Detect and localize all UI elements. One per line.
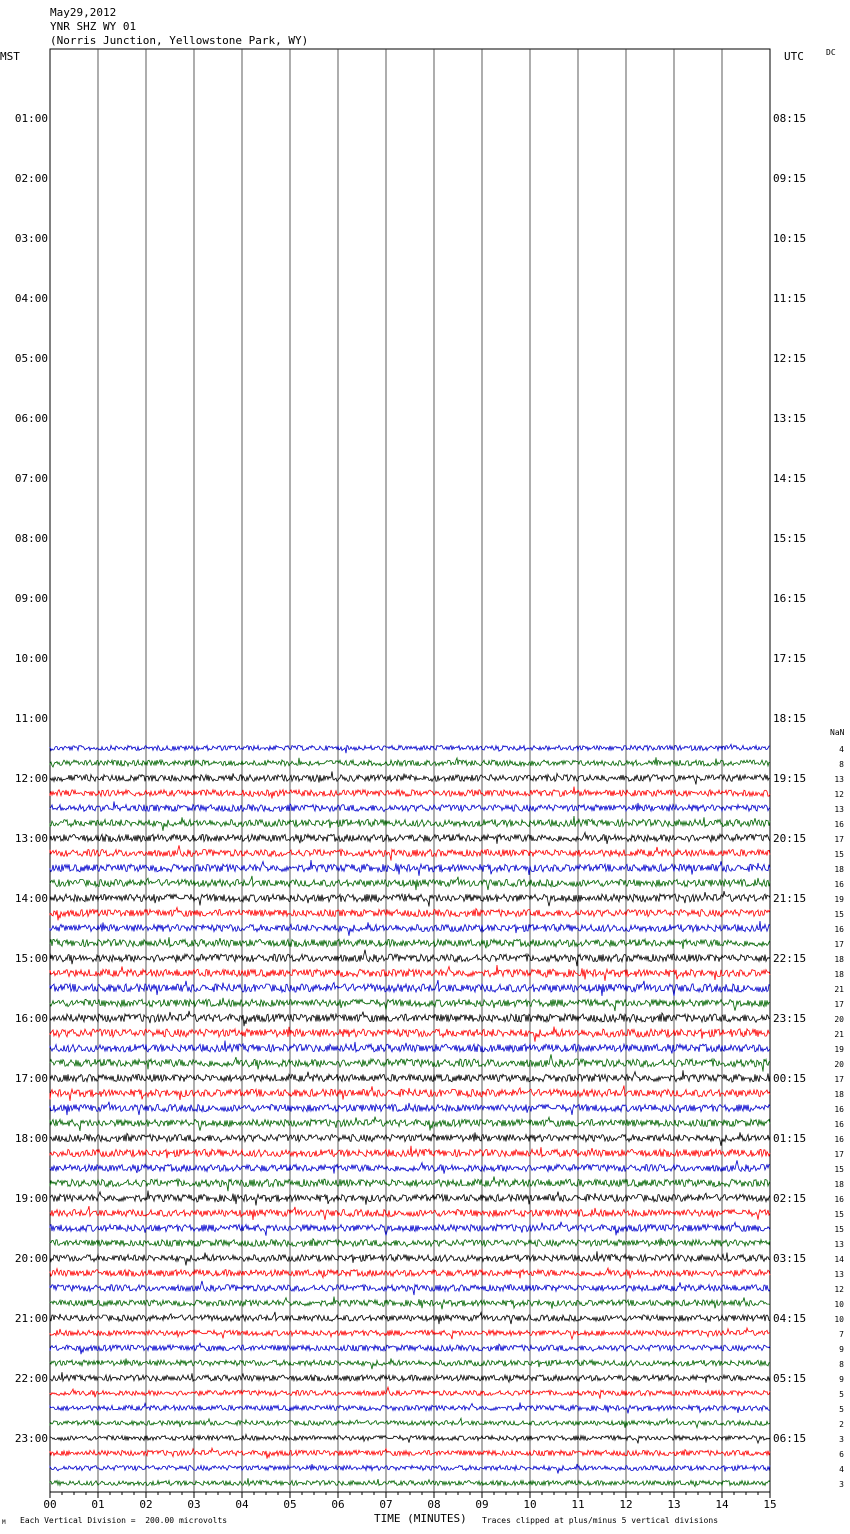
seismic-trace [50,1312,770,1324]
utc-hour-label: 17:15 [773,652,807,665]
trace-row-value: 16 [834,820,844,829]
mst-hour-label: 04:00 [14,292,48,305]
mst-hour-label: 12:00 [14,772,48,785]
trace-row-value: 17 [834,1075,844,1084]
trace-row-value: 3 [839,1435,844,1444]
x-tick-label: 01 [91,1498,105,1511]
utc-hour-label: 16:15 [773,592,807,605]
right-timezone-label: UTC [784,50,804,63]
mst-hour-label: 05:00 [14,352,48,365]
seismic-trace [50,1343,770,1354]
trace-row-value: 15 [834,1210,844,1219]
seismic-trace [50,1281,770,1295]
utc-hour-label: 01:15 [773,1132,807,1145]
trace-row-value: 2 [839,1420,844,1429]
trace-row-value: 18 [834,955,844,964]
x-tick-label: 02 [139,1498,153,1511]
trace-row-value: 6 [839,1450,844,1459]
trace-row-value: 13 [834,1240,844,1249]
trace-row-value: 16 [834,1120,844,1129]
seismic-trace [50,965,770,981]
x-tick-label: 13 [667,1498,681,1511]
mst-hour-label: 02:00 [14,172,48,185]
mst-hour-label: 13:00 [14,832,48,845]
seismic-trace [50,787,770,799]
trace-row-value: 8 [839,1360,844,1369]
trace-row-value: 8 [839,760,844,769]
trace-row-value: 19 [834,1045,844,1054]
seismic-trace [50,1102,770,1115]
mst-hour-label: 11:00 [14,712,48,725]
mst-hour-label: 18:00 [14,1132,48,1145]
seismic-trace [50,1359,770,1370]
mst-hour-label: 01:00 [14,112,48,125]
trace-row-value: 21 [834,1030,844,1039]
trace-row-value: 15 [834,910,844,919]
utc-hour-label: 20:15 [773,832,807,845]
seismic-trace [50,1054,770,1071]
trace-row-value: 20 [834,1015,844,1024]
trace-row-value: 21 [834,985,844,994]
mst-hour-label: 14:00 [14,892,48,905]
seismic-trace [50,801,770,811]
x-tick-label: 08 [427,1498,441,1511]
x-tick-label: 15 [763,1498,777,1511]
trace-row-value: 16 [834,1105,844,1114]
trace-row-value: 10 [834,1300,844,1309]
trace-row-value: 5 [839,1405,844,1414]
trace-row-value: 18 [834,970,844,979]
seismic-trace [50,1070,770,1082]
chart-location: (Norris Junction, Yellowstone Park, WY) [50,34,309,47]
mst-hour-label: 07:00 [14,472,48,485]
utc-hour-label: 19:15 [773,772,807,785]
trace-row-value: 17 [834,1000,844,1009]
seismic-trace [50,1297,770,1310]
vertical-division-note: Each Vertical Division = 200.00 microvolts [20,1516,228,1525]
trace-row-value: 7 [839,1330,844,1339]
utc-hour-label: 06:15 [773,1432,807,1445]
seismic-trace [50,860,770,876]
trace-row-value: 9 [839,1345,844,1354]
trace-row-value: 5 [839,1390,844,1399]
x-axis-label: TIME (MINUTES) [374,1512,467,1525]
trace-row-value: 13 [834,775,844,784]
trace-row-value: 15 [834,1165,844,1174]
seismic-trace [50,1418,770,1427]
trace-row-value: 18 [834,1180,844,1189]
seismic-trace [50,998,770,1011]
mst-hour-label: 20:00 [14,1252,48,1265]
trace-row-value: 4 [839,1465,844,1474]
seismic-trace [50,1403,770,1414]
mst-hour-label: 23:00 [14,1432,48,1445]
utc-hour-label: 21:15 [773,892,807,905]
x-tick-label: 11 [571,1498,585,1511]
utc-hour-label: 09:15 [773,172,807,185]
trace-row-value: 3 [839,1480,844,1489]
seismic-trace [50,771,770,784]
seismic-trace [50,1448,770,1458]
seismic-trace [50,1387,770,1399]
seismic-trace [50,980,770,996]
mst-hour-label: 16:00 [14,1012,48,1025]
seismic-trace [50,1206,770,1220]
seismic-trace [50,1027,770,1042]
clip-note: Traces clipped at plus/minus 5 vertical divisions [482,1516,719,1525]
seismic-trace [50,1117,770,1131]
trace-row-value: 15 [834,1225,844,1234]
seismic-trace [50,1435,770,1444]
trace-row-value: 20 [834,1060,844,1069]
mst-hour-label: 21:00 [14,1312,48,1325]
trace-row-value: 18 [834,1090,844,1099]
seismic-trace [50,876,770,890]
utc-hour-label: 00:15 [773,1072,807,1085]
seismic-trace [50,1251,770,1265]
utc-hour-label: 08:15 [773,112,807,125]
seismic-trace [50,937,770,949]
trace-row-value: 17 [834,940,844,949]
seismic-trace [50,950,770,967]
seismic-trace [50,832,770,844]
utc-hour-label: 13:15 [773,412,807,425]
utc-hour-label: 23:15 [773,1012,807,1025]
trace-row-value: 13 [834,1270,844,1279]
x-tick-label: 04 [235,1498,249,1511]
trace-row-value: 17 [834,1150,844,1159]
utc-hour-label: 18:15 [773,712,807,725]
seismic-trace [50,1177,770,1192]
utc-hour-label: 22:15 [773,952,807,965]
mst-hour-label: 06:00 [14,412,48,425]
trace-row-value: 14 [834,1255,844,1264]
seismic-trace [50,1222,770,1236]
trace-row-value: 16 [834,925,844,934]
x-tick-label: 14 [715,1498,729,1511]
left-timezone-label: MST [0,50,20,63]
trace-row-value: 4 [839,745,844,754]
corner-mark: M [2,1519,6,1526]
x-tick-label: 10 [523,1498,537,1511]
seismic-trace [50,1268,770,1278]
trace-row-value: 12 [834,1285,844,1294]
trace-row-value: 10 [834,1315,844,1324]
seismic-trace [50,1132,770,1146]
utc-hour-label: 12:15 [773,352,807,365]
utc-hour-label: 11:15 [773,292,807,305]
trace-row-value: 9 [839,1375,844,1384]
seismic-trace [50,1146,770,1158]
dc-label: DC [826,48,836,57]
x-tick-label: 06 [331,1498,345,1511]
seismic-trace [50,845,770,860]
mst-hour-label: 08:00 [14,532,48,545]
seismic-trace [50,907,770,920]
seismic-trace [50,891,770,906]
mst-hour-label: 10:00 [14,652,48,665]
seismic-trace [50,1478,770,1486]
utc-hour-label: 10:15 [773,232,807,245]
x-tick-label: 00 [43,1498,57,1511]
seismic-trace [50,757,770,767]
seismic-trace [50,744,770,753]
mst-hour-label: 09:00 [14,592,48,605]
x-tick-label: 07 [379,1498,393,1511]
seismic-trace [50,921,770,936]
trace-row-value: 16 [834,1195,844,1204]
seismic-trace [50,816,770,831]
trace-row-value: 16 [834,1135,844,1144]
seismic-trace [50,1464,770,1474]
trace-row-value: 16 [834,880,844,889]
trace-row-value: 13 [834,805,844,814]
mst-hour-label: 15:00 [14,952,48,965]
mst-hour-label: 03:00 [14,232,48,245]
utc-hour-label: 15:15 [773,532,807,545]
utc-hour-label: 05:15 [773,1372,807,1385]
chart-date: May29,2012 [50,6,117,19]
trace-row-value: 15 [834,850,844,859]
seismic-trace [50,1011,770,1026]
utc-hour-label: 14:15 [773,472,807,485]
nan-label: NaN [830,728,845,737]
seismic-trace [50,1160,770,1173]
x-tick-label: 05 [283,1498,297,1511]
trace-row-value: 12 [834,790,844,799]
seismic-trace [50,1041,770,1054]
utc-hour-label: 02:15 [773,1192,807,1205]
utc-hour-label: 03:15 [773,1252,807,1265]
trace-row-value: 18 [834,865,844,874]
trace-row-value: 17 [834,835,844,844]
seismic-trace [50,1191,770,1206]
trace-row-value: 19 [834,895,844,904]
utc-hour-label: 04:15 [773,1312,807,1325]
seismic-trace [50,1238,770,1247]
x-tick-label: 12 [619,1498,633,1511]
chart-station: YNR SHZ WY 01 [50,20,137,33]
seismic-trace [50,1372,770,1383]
x-tick-label: 09 [475,1498,489,1511]
mst-hour-label: 19:00 [14,1192,48,1205]
seismic-trace [50,1086,770,1101]
x-tick-label: 03 [187,1498,201,1511]
seismic-trace [50,1328,770,1339]
mst-hour-label: 17:00 [14,1072,48,1085]
mst-hour-label: 22:00 [14,1372,48,1385]
